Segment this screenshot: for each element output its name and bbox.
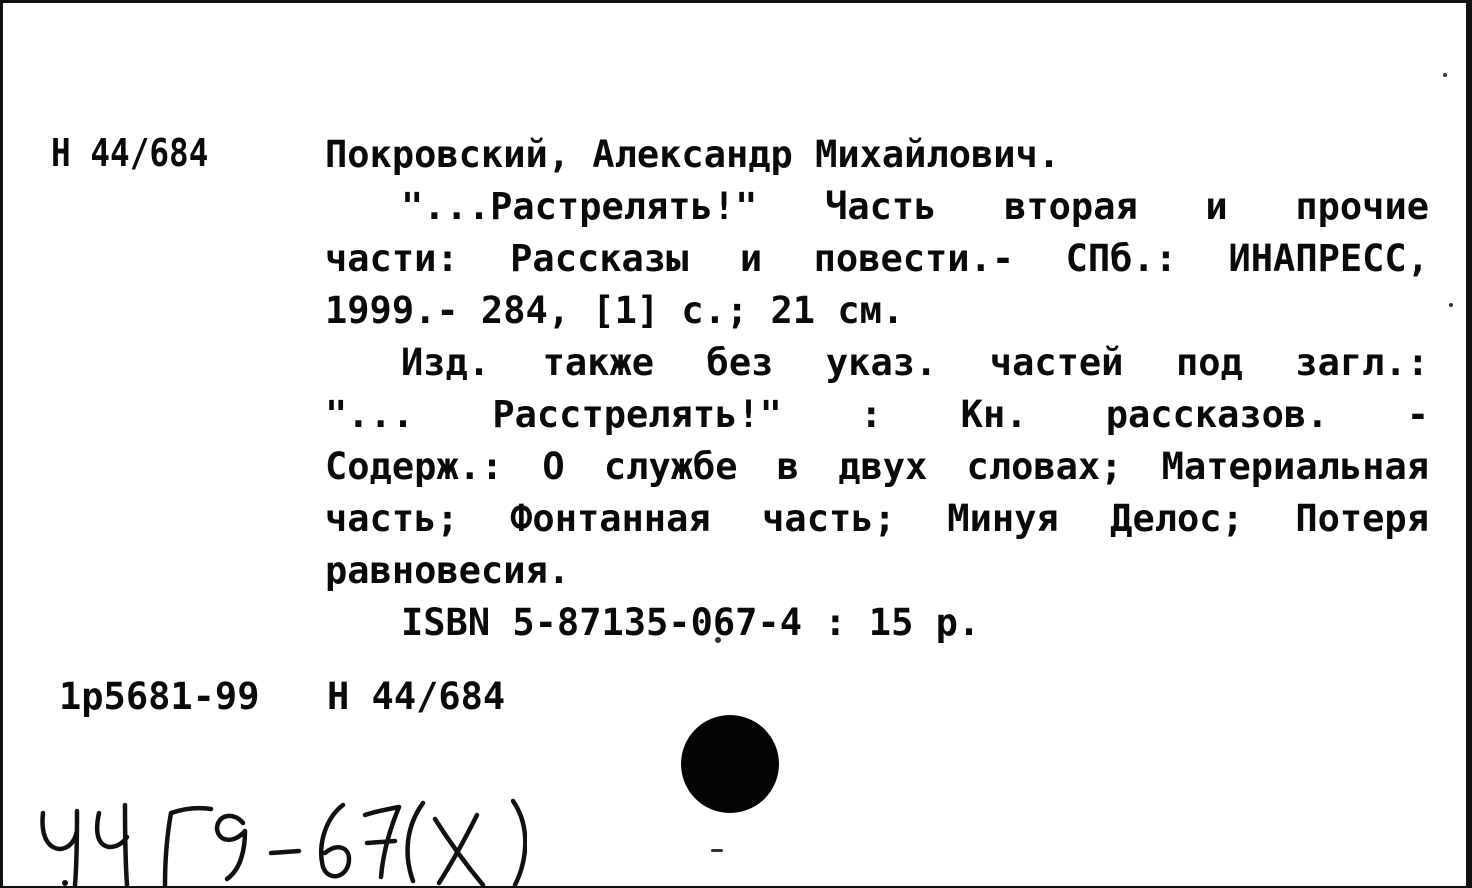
scan-speck [1449, 303, 1453, 307]
shelf-mark-top: Н 44/684 [51, 131, 209, 175]
shelf-mark-bottom: Н 44/684 [327, 675, 506, 718]
note-line: часть; Фонтанная часть; Минуя Делос; Потеря [325, 497, 1429, 540]
scan-speck [711, 849, 723, 852]
title-line: "...Растрелять!" Часть вторая и прочие [401, 185, 1429, 228]
title-line: 1999.- 284, [1] с.; 21 см. [325, 289, 905, 332]
inventory-number: 1р5681-99 [59, 675, 260, 718]
note-line: "... Расстрелять!" : Кн. рассказов. - [325, 393, 1429, 436]
scan-speck [1443, 73, 1447, 77]
author-heading: Покровский, Александр Михайлович. [325, 133, 1061, 176]
note-line: Содерж.: О службе в двух словах; Материальная [325, 445, 1429, 488]
note-line: Изд. также без указ. частей под загл.: [401, 341, 1429, 384]
isbn-line: ISBN 5-87135-067-4 : 15 р. [401, 601, 981, 644]
handwritten-code [37, 791, 527, 888]
title-line: части: Рассказы и повести.- СПб.: ИНАПРЕСС, [325, 237, 1429, 280]
punch-hole [681, 715, 779, 813]
note-line: равновесия. [325, 549, 571, 592]
bibliographic-entry [325, 129, 1429, 649]
